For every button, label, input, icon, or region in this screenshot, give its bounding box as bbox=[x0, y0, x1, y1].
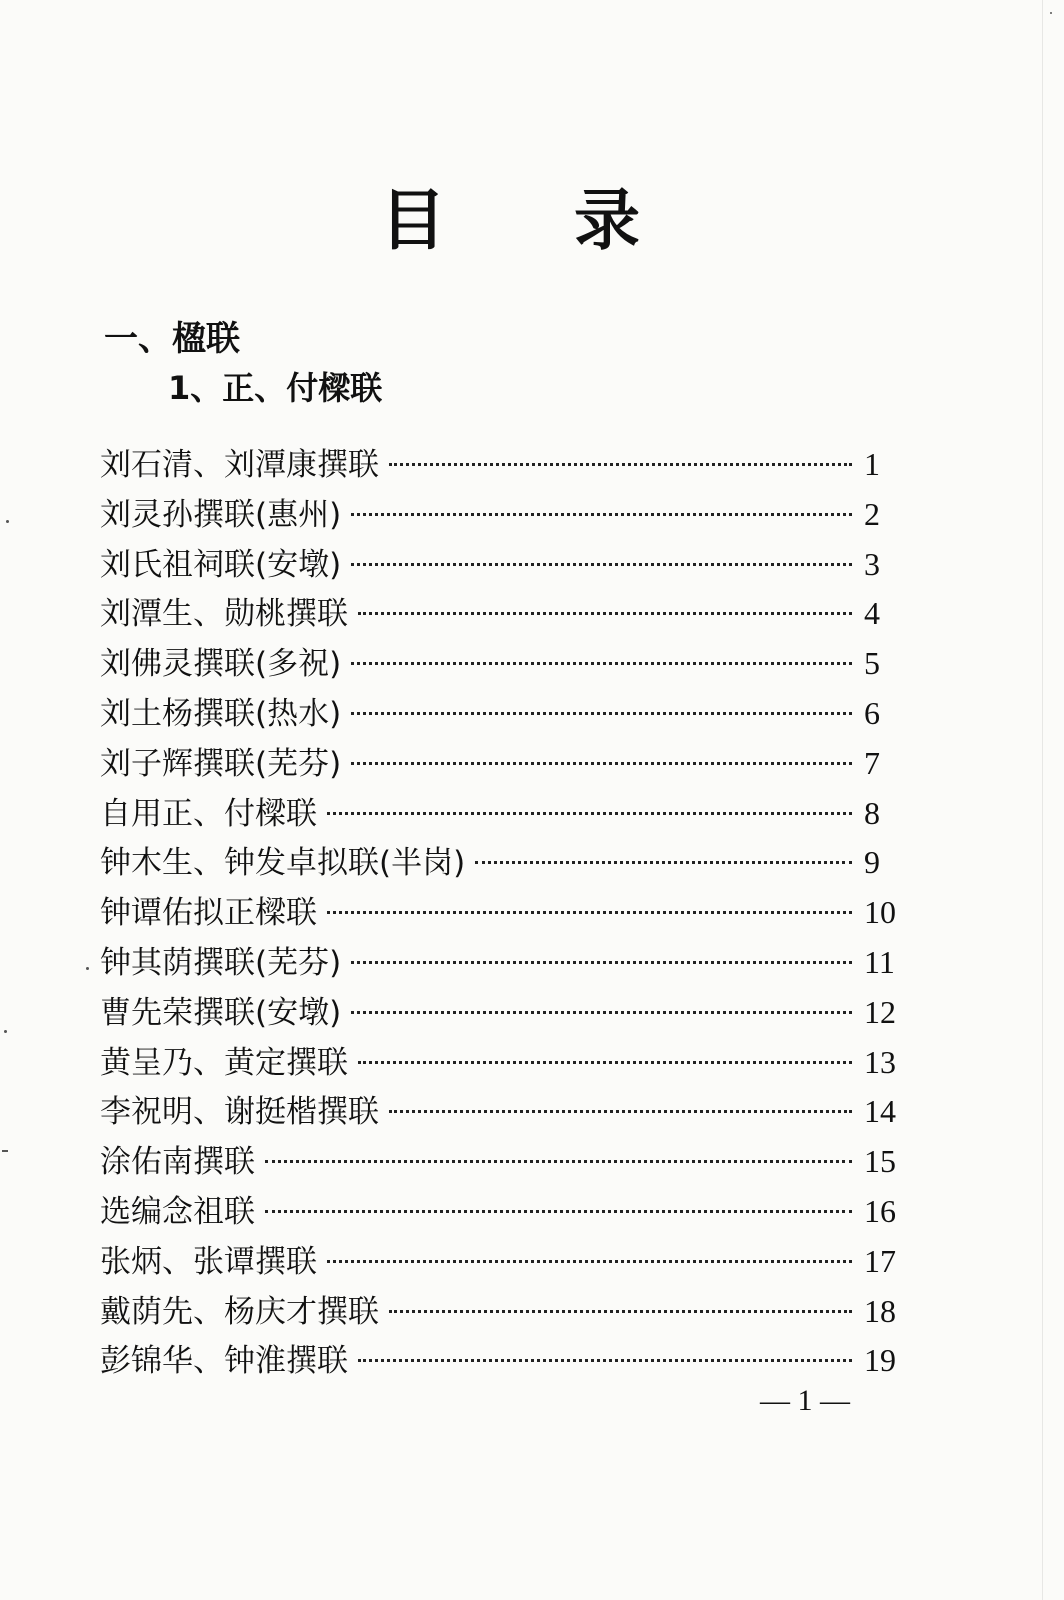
toc-leader-dots bbox=[351, 513, 852, 516]
page-number: — 1 — bbox=[760, 1384, 850, 1417]
toc-entry[interactable] bbox=[100, 490, 920, 540]
toc-entry-title: 刘石清、刘潭康撰联 bbox=[100, 447, 379, 483]
toc-entry-title: 自用正、付樑联 bbox=[100, 795, 317, 832]
toc-entry-page: 9 bbox=[864, 844, 880, 881]
toc-leader-dots bbox=[389, 1310, 852, 1313]
toc-entry-page: 6 bbox=[864, 694, 880, 731]
toc-entry[interactable] bbox=[100, 888, 920, 938]
toc-leader-dots bbox=[351, 563, 852, 566]
toc-entry-page: 11 bbox=[864, 943, 895, 980]
title-char-lu: 录 bbox=[574, 182, 640, 259]
toc-entry-page: 10 bbox=[864, 894, 896, 931]
toc-leader-dots bbox=[389, 1110, 852, 1113]
toc-leader-dots bbox=[351, 662, 852, 665]
scan-speck bbox=[2, 1150, 8, 1152]
title-char-mu: 目 bbox=[380, 182, 446, 259]
toc-entry[interactable] bbox=[100, 1187, 920, 1237]
toc-entry-title: 黄呈乃、黄定撰联 bbox=[100, 1044, 348, 1081]
toc-leader-dots bbox=[358, 612, 852, 615]
toc-leader-dots bbox=[351, 1011, 852, 1014]
toc-entry[interactable] bbox=[100, 1087, 920, 1137]
toc-leader-dots bbox=[351, 712, 852, 715]
page-title bbox=[380, 182, 640, 259]
toc-entry-page: 8 bbox=[864, 794, 880, 831]
toc-entry-page: 17 bbox=[864, 1242, 896, 1279]
toc-entry-title: 刘佛灵撰联(多祝) bbox=[100, 646, 342, 683]
toc-entry[interactable] bbox=[100, 988, 920, 1038]
toc-entry-title: 刘潭生、勋桃撰联 bbox=[100, 596, 348, 633]
toc-entry-title: 刘灵孙撰联(惠州) bbox=[100, 496, 342, 533]
toc-entry-page: 19 bbox=[864, 1342, 896, 1379]
toc-leader-dots bbox=[265, 1160, 852, 1163]
toc-entry[interactable] bbox=[100, 589, 920, 639]
toc-entry[interactable] bbox=[100, 540, 920, 590]
scan-speck bbox=[6, 520, 9, 523]
toc-leader-dots bbox=[351, 762, 852, 765]
toc-entry-page: 12 bbox=[864, 993, 896, 1030]
toc-entry-page: 16 bbox=[864, 1192, 896, 1229]
toc-entry-title: 钟谭佑拟正樑联 bbox=[100, 895, 317, 932]
toc-leader-dots bbox=[327, 812, 852, 815]
page-edge-line bbox=[1042, 0, 1043, 1600]
toc-leader-dots bbox=[327, 1260, 852, 1263]
toc-entry-title: 戴荫先、杨庆才撰联 bbox=[100, 1293, 379, 1330]
toc-leader-dots bbox=[358, 1061, 852, 1064]
toc-entry-page: 5 bbox=[864, 645, 880, 682]
scan-speck bbox=[86, 967, 89, 970]
toc-entry[interactable] bbox=[100, 938, 920, 988]
toc-entry[interactable] bbox=[100, 1237, 920, 1287]
table-of-contents bbox=[100, 440, 920, 1386]
toc-entry[interactable] bbox=[100, 689, 920, 739]
toc-entry-title: 刘子辉撰联(芜芬) bbox=[100, 745, 342, 782]
toc-entry-title: 钟其荫撰联(芜芬) bbox=[100, 944, 342, 981]
toc-entry-title: 曹先荣撰联(安墩) bbox=[100, 994, 342, 1031]
toc-entry-page: 2 bbox=[864, 495, 880, 532]
toc-leader-dots bbox=[327, 911, 852, 914]
toc-entry[interactable] bbox=[100, 1336, 920, 1386]
toc-entry[interactable] bbox=[100, 639, 920, 689]
subsection-heading: 1、正、付樑联 bbox=[168, 369, 383, 407]
toc-entry-title: 李祝明、谢挺楷撰联 bbox=[100, 1094, 379, 1131]
toc-leader-dots bbox=[389, 463, 852, 466]
toc-entry-title: 刘氏祖祠联(安墩) bbox=[100, 546, 342, 583]
scan-speck bbox=[1050, 12, 1052, 14]
toc-entry-page: 18 bbox=[864, 1292, 896, 1329]
toc-entry-page: 13 bbox=[864, 1043, 896, 1080]
toc-entry[interactable] bbox=[100, 1287, 920, 1337]
toc-entry-title: 涂佑南撰联 bbox=[100, 1144, 255, 1181]
toc-entry-page: 3 bbox=[864, 545, 880, 582]
toc-entry-page: 15 bbox=[864, 1143, 896, 1180]
toc-leader-dots bbox=[358, 1359, 852, 1362]
toc-entry[interactable] bbox=[100, 789, 920, 839]
toc-entry-page: 4 bbox=[864, 595, 880, 632]
toc-leader-dots bbox=[475, 861, 852, 864]
toc-entry[interactable] bbox=[100, 1137, 920, 1187]
toc-entry-title: 钟木生、钟发卓拟联(半岗) bbox=[100, 845, 466, 882]
toc-entry[interactable] bbox=[100, 1038, 920, 1088]
toc-entry-page: 1 bbox=[864, 446, 880, 482]
toc-leader-dots bbox=[265, 1210, 852, 1213]
toc-leader-dots bbox=[351, 961, 852, 964]
toc-entry[interactable] bbox=[100, 440, 920, 490]
toc-entry[interactable] bbox=[100, 838, 920, 888]
scan-speck bbox=[4, 1030, 7, 1033]
section-heading: 一、楹联 bbox=[104, 319, 240, 359]
toc-entry-title: 彭锦华、钟淮撰联 bbox=[100, 1343, 348, 1380]
toc-entry-title: 选编念祖联 bbox=[100, 1193, 255, 1230]
toc-entry-title: 刘土杨撰联(热水) bbox=[100, 695, 342, 732]
toc-entry-page: 14 bbox=[864, 1093, 896, 1130]
toc-entry-title: 张炳、张谭撰联 bbox=[100, 1243, 317, 1280]
toc-entry[interactable] bbox=[100, 739, 920, 789]
toc-entry-page: 7 bbox=[864, 744, 880, 781]
